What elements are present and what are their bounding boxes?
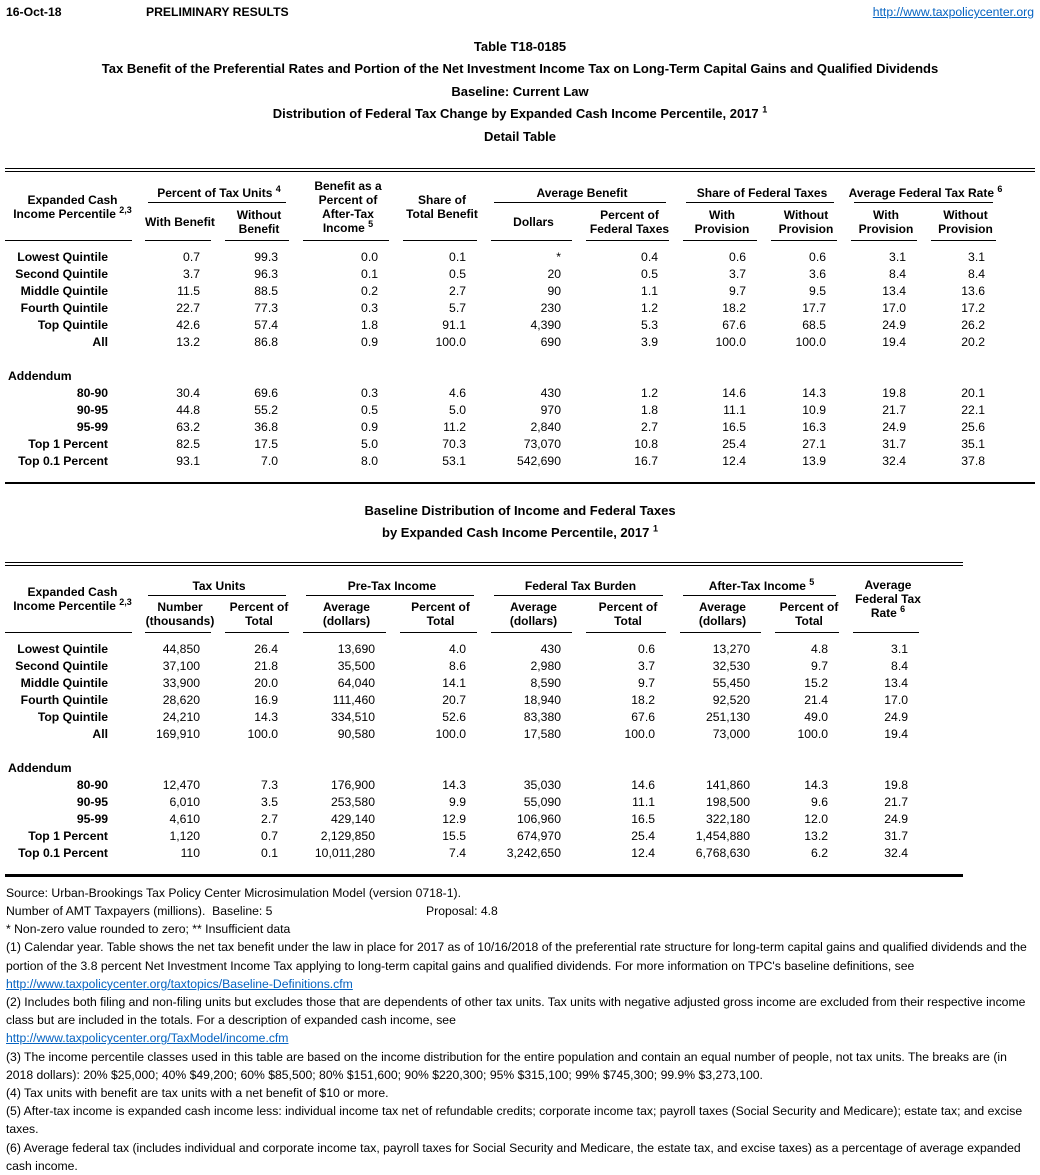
footnote-line: (2) Includes both filing and non-filing units but excludes those that are dependents of other tax units. Tax units with negative adjusted gross income are excluded from their respective income class but are included in the totals. For a description of expanded cash income, see [6, 995, 1026, 1028]
data-cell: 429,140 [330, 811, 375, 826]
data-cell: 5.0 [449, 403, 466, 418]
data-cell: 0.6 [729, 250, 746, 265]
data-cell: 86.8 [254, 335, 278, 350]
data-cell: 24.9 [884, 709, 908, 724]
data-cell: 13,690 [337, 641, 375, 656]
data-cell: 13.4 [884, 675, 908, 690]
data-cell: 13.2 [176, 335, 200, 350]
col-header-percent-of-total-pretax: Percent of Total [395, 596, 486, 633]
data-cell: 13.9 [802, 454, 826, 469]
data-cell: 99.3 [254, 250, 278, 265]
data-cell: 27.1 [802, 437, 826, 452]
data-cell: 322,180 [705, 811, 750, 826]
row-label: 95-99 [76, 811, 108, 826]
data-cell: 21.8 [254, 658, 278, 673]
data-cell: 12.4 [722, 454, 746, 469]
data-cell: 12.4 [631, 845, 655, 860]
data-cell: 57.4 [254, 318, 278, 333]
data-cell: 31.7 [884, 828, 908, 843]
data-cell: 2.7 [641, 420, 658, 435]
data-cell: 0.6 [638, 641, 655, 656]
section-label: Addendum [8, 369, 72, 384]
data-cell: 21.7 [884, 794, 908, 809]
data-cell: 26.2 [961, 318, 985, 333]
data-cell: 88.5 [254, 284, 278, 299]
data-cell: 33,900 [162, 675, 200, 690]
table-number: Table T18-0185 [473, 39, 567, 54]
data-cell: 110 [180, 845, 200, 860]
data-cell: 82.5 [176, 437, 200, 452]
data-cell: 1.2 [641, 301, 658, 316]
data-cell: 1,454,880 [695, 828, 750, 843]
section-label: Addendum [8, 760, 72, 775]
data-cell: 12.0 [804, 811, 828, 826]
data-cell: 90,580 [337, 726, 375, 741]
data-cell: 26.4 [254, 641, 278, 656]
baseline-table-body [5, 633, 963, 874]
row-label: 90-95 [76, 403, 108, 418]
col-header-share-of-total-benefit: Share of Total Benefit [398, 172, 486, 241]
col-group-pretax-income: Pre-Tax Income [298, 566, 486, 596]
data-cell: 970 [540, 403, 561, 418]
data-cell: 16.5 [722, 420, 746, 435]
data-cell: 25.4 [631, 828, 655, 843]
col-header-with-benefit: With Benefit [140, 203, 220, 241]
data-cell: 22.1 [961, 403, 985, 418]
data-cell: 1.1 [641, 284, 658, 299]
data-cell: 24.9 [882, 420, 906, 435]
data-cell: 16.9 [254, 692, 278, 707]
data-cell: 430 [540, 641, 561, 656]
data-cell: 11.1 [723, 403, 746, 418]
tax-change-table-body [5, 241, 1035, 482]
row-label: Fourth Quintile [20, 692, 108, 707]
footnote-line [6, 1029, 1034, 1047]
data-cell: 35.1 [961, 437, 985, 452]
col-group-share-of-federal-taxes: Share of Federal Taxes [678, 172, 846, 203]
data-cell: 1,120 [169, 828, 200, 843]
data-cell: 2,840 [530, 420, 561, 435]
footnote-link[interactable]: http://www.taxpolicycenter.org/taxtopics/Baseline-Definitions.cfm [6, 976, 353, 991]
footnote-line: Source: Urban-Brookings Tax Policy Center Microsimulation Model (version 0718-1). [6, 885, 461, 900]
data-cell: 14.3 [802, 386, 826, 401]
data-cell: 6,010 [169, 794, 200, 809]
data-cell: 8.4 [891, 658, 908, 673]
data-cell: 169,910 [155, 726, 200, 741]
data-cell: 0.3 [361, 301, 378, 316]
data-cell: 77.3 [254, 301, 278, 316]
data-cell: 20 [547, 267, 561, 282]
data-cell: 37.8 [961, 454, 985, 469]
data-cell: 35,030 [523, 777, 561, 792]
data-cell: 100.0 [435, 726, 466, 741]
data-cell: 31.7 [882, 437, 906, 452]
footnote-line: (6) Average federal tax (includes individual and corporate income tax, payroll taxes for Social Security and Medicare, the estate tax, and excise taxes) as a percentage of average expanded cash income. [6, 1140, 1021, 1173]
data-cell: 17.7 [802, 301, 826, 316]
tax-change-table [5, 168, 1035, 484]
data-cell: 73,070 [523, 437, 561, 452]
col-header-percent-of-federal-taxes: Percent of Federal Taxes [581, 203, 678, 241]
data-cell: * [556, 250, 561, 265]
row-label: Second Quintile [15, 267, 108, 282]
col-header-with-provision-rate: With Provision [846, 203, 926, 241]
data-cell: 690 [540, 335, 561, 350]
data-cell: 100.0 [795, 335, 826, 350]
data-cell: 67.6 [722, 318, 746, 333]
data-cell: 69.6 [254, 386, 278, 401]
data-cell: 4,610 [169, 811, 200, 826]
col-header-percentile: Expanded Cash Income Percentile $^{2,3}$ [5, 172, 140, 241]
baseline-table-header [5, 566, 963, 633]
data-cell: 13.6 [961, 284, 985, 299]
row-label: 95-99 [76, 420, 108, 435]
data-cell: 0.7 [183, 250, 200, 265]
data-cell: 17.0 [882, 301, 906, 316]
data-cell: 253,580 [330, 794, 375, 809]
data-cell: 3.1 [968, 250, 985, 265]
data-cell: 0.0 [361, 250, 378, 265]
data-cell: 176,900 [330, 777, 375, 792]
col-header-percentile-2: Expanded Cash Income Percentile $^{2,3}$ [5, 566, 140, 633]
col-header-with-provision-share: With Provision [678, 203, 766, 241]
footnote-line: (3) The income percentile classes used in this table are based on the income distribution for the entire population and contain an equal number of people, not tax units. The breaks are (in 2018 dollars): 20% $25,000; 40% $49,200; 60% $85,500; 80% $151,600; 90% $220,300; 95% $315,100; 99% $745,300; 99.9% $3,273,100. [6, 1049, 1007, 1082]
baseline-table-title-line2: by Expanded Cash Income Percentile, 2017 $^1$ [382, 524, 658, 541]
data-cell: 3.5 [261, 794, 278, 809]
col-header-average-burden: Average (dollars) [486, 596, 581, 633]
data-cell: 1.2 [641, 386, 658, 401]
data-cell: 6.2 [811, 845, 828, 860]
data-cell: 7.0 [261, 454, 278, 469]
data-cell: 100.0 [624, 726, 655, 741]
data-cell: 92,520 [712, 692, 750, 707]
data-cell: 18,940 [523, 692, 561, 707]
detail-table-label: Detail Table [483, 128, 556, 144]
data-cell: 15.5 [442, 828, 466, 843]
row-label: All [92, 335, 108, 350]
data-cell: 2,129,850 [320, 828, 375, 843]
data-cell: 0.3 [361, 386, 378, 401]
data-cell: 17.2 [961, 301, 985, 316]
data-cell: 91.1 [442, 318, 466, 333]
baseline-subtitle: Baseline: Current Law [451, 83, 589, 99]
data-cell: 100.0 [247, 726, 278, 741]
row-label: All [92, 726, 108, 741]
data-cell: 32,530 [712, 658, 750, 673]
data-cell: 0.6 [809, 250, 826, 265]
baseline-table-title [0, 500, 1040, 545]
footnote-line [6, 902, 1034, 920]
data-cell: 0.1 [361, 267, 378, 282]
data-cell: 19.4 [882, 335, 906, 350]
data-cell: 96.3 [254, 267, 278, 282]
data-cell: 230 [540, 301, 561, 316]
data-cell: 93.1 [176, 454, 200, 469]
data-cell: 1.8 [361, 318, 378, 333]
footnote-link[interactable]: http://www.taxpolicycenter.org/TaxModel/income.cfm [6, 1031, 289, 1046]
footnote-line [6, 975, 1034, 993]
data-cell: 83,380 [523, 709, 561, 724]
data-cell: 14.6 [631, 777, 655, 792]
data-cell: 17.0 [884, 692, 908, 707]
data-cell: 4,390 [530, 318, 561, 333]
data-cell: 9.9 [449, 794, 466, 809]
data-cell: 0.4 [641, 250, 658, 265]
row-label: Top 1 Percent [28, 437, 108, 452]
col-header-without-provision-share: Without Provision [766, 203, 846, 241]
tax-change-table-header [5, 172, 1035, 241]
title-block [0, 36, 1040, 148]
data-cell: 0.7 [261, 828, 278, 843]
data-cell: 68.5 [802, 318, 826, 333]
row-label: Top 1 Percent [28, 828, 108, 843]
data-cell: 18.2 [722, 301, 746, 316]
col-group-tax-units: Tax Units [140, 566, 298, 596]
footnote-line: (5) After-tax income is expanded cash income less: individual income tax net of refundable credits; corporate income tax; payroll taxes (Social Security and Medicare); estate tax; and excise taxes. [6, 1104, 1023, 1137]
data-cell: 11.2 [443, 420, 466, 435]
data-cell: 16.3 [802, 420, 826, 435]
data-cell: 19.8 [884, 777, 908, 792]
data-cell: 24.9 [882, 318, 906, 333]
data-cell: 0.9 [361, 335, 378, 350]
data-cell: 13.2 [804, 828, 828, 843]
data-cell: 542,690 [516, 454, 561, 469]
spacer-row [5, 743, 928, 760]
data-cell: 53.1 [442, 454, 466, 469]
col-group-federal-tax-burden: Federal Tax Burden [486, 566, 675, 596]
data-cell: 8.4 [889, 267, 906, 282]
col-group-average-federal-tax-rate: Average Federal Tax Rate $^6$ [846, 172, 1005, 203]
data-cell: 9.6 [811, 794, 828, 809]
data-cell: 25.6 [961, 420, 985, 435]
data-cell: 141,860 [705, 777, 750, 792]
row-label: 80-90 [76, 386, 108, 401]
data-cell: 52.6 [442, 709, 466, 724]
data-cell: 16.7 [634, 454, 658, 469]
footnotes [0, 877, 1040, 1175]
data-cell: 0.1 [261, 845, 278, 860]
data-cell: 17.5 [254, 437, 278, 452]
data-cell: 5.0 [361, 437, 378, 452]
data-cell: 11.1 [632, 794, 655, 809]
col-header-dollars: Dollars [486, 203, 581, 241]
data-cell: 334,510 [330, 709, 375, 724]
baseline-table-title-line1: Baseline Distribution of Income and Federal Taxes [364, 503, 676, 519]
data-cell: 106,960 [516, 811, 561, 826]
footnote-line: (4) Tax units with benefit are tax units with a net benefit of $10 or more. [6, 1086, 389, 1101]
row-label: Top Quintile [37, 318, 108, 333]
data-cell: 55.2 [254, 403, 278, 418]
row-label: Middle Quintile [20, 675, 108, 690]
baseline-distribution-table [5, 562, 963, 877]
row-label: Fourth Quintile [20, 301, 108, 316]
data-cell: 8.4 [968, 267, 985, 282]
data-cell: 9.7 [729, 284, 746, 299]
col-group-percent-of-tax-units: Percent of Tax Units $^4$ [140, 172, 298, 203]
data-cell: 49.0 [804, 709, 828, 724]
data-cell: 0.9 [361, 420, 378, 435]
data-cell: 3.7 [729, 267, 746, 282]
row-label: Top Quintile [37, 709, 108, 724]
data-cell: 7.3 [261, 777, 278, 792]
data-cell: 3.6 [809, 267, 826, 282]
row-label: Lowest Quintile [17, 641, 108, 656]
data-cell: 35,500 [337, 658, 375, 673]
col-header-without-benefit: Without Benefit [220, 203, 298, 241]
data-cell: 32.4 [882, 454, 906, 469]
data-cell: 8.0 [361, 454, 378, 469]
data-cell: 0.5 [361, 403, 378, 418]
data-cell: 15.2 [804, 675, 828, 690]
data-cell: 4.8 [811, 641, 828, 656]
data-cell: 13,270 [712, 641, 750, 656]
amt-proposal-label: Proposal: 4.8 [426, 904, 498, 919]
data-cell: 3.7 [638, 658, 655, 673]
data-cell: 3.7 [183, 267, 200, 282]
data-cell: 430 [540, 386, 561, 401]
col-header-without-provision-rate: Without Provision [926, 203, 1005, 241]
data-cell: 14.3 [804, 777, 828, 792]
data-cell: 20.2 [961, 335, 985, 350]
data-cell: 42.6 [176, 318, 200, 333]
spacer-row [5, 351, 1005, 368]
data-cell: 12,470 [162, 777, 200, 792]
data-cell: 3.1 [891, 641, 908, 656]
data-cell: 10.8 [634, 437, 658, 452]
data-cell: 111,460 [332, 692, 375, 707]
data-cell: 18.2 [631, 692, 655, 707]
data-cell: 30.4 [176, 386, 200, 401]
data-cell: 10.9 [802, 403, 826, 418]
col-header-benefit-percent-after-tax-income: Benefit as a Percent of After-Tax Income $^5$ [298, 172, 398, 241]
main-title: Tax Benefit of the Preferential Rates and Portion of the Net Investment Income Tax on Long-Term Capital Gains and Qualified Dividends [101, 61, 939, 77]
data-cell: 13.4 [882, 284, 906, 299]
row-label: 80-90 [76, 777, 108, 792]
data-cell: 0.2 [361, 284, 378, 299]
data-cell: 20.7 [442, 692, 466, 707]
data-cell: 28,620 [162, 692, 200, 707]
data-cell: 20.0 [254, 675, 278, 690]
data-cell: 100.0 [435, 335, 466, 350]
data-cell: 14.1 [442, 675, 466, 690]
col-header-percent-of-total-burden: Percent of Total [581, 596, 675, 633]
data-cell: 2.7 [449, 284, 466, 299]
data-cell: 3,242,650 [506, 845, 561, 860]
data-cell: 44,850 [162, 641, 200, 656]
data-cell: 11.5 [177, 284, 200, 299]
data-cell: 9.7 [811, 658, 828, 673]
data-cell: 36.8 [254, 420, 278, 435]
col-group-average-benefit: Average Benefit [486, 172, 678, 203]
data-cell: 14.6 [722, 386, 746, 401]
data-cell: 1.8 [641, 403, 658, 418]
data-cell: 7.4 [449, 845, 466, 860]
data-cell: 8.6 [449, 658, 466, 673]
col-header-percent-of-total-aftertax: Percent of Total [770, 596, 848, 633]
data-cell: 12.9 [442, 811, 466, 826]
distribution-subtitle: Distribution of Federal Tax Change by Expanded Cash Income Percentile, 2017 $^1$ [272, 104, 768, 122]
data-cell: 2.7 [261, 811, 278, 826]
data-cell: 14.3 [254, 709, 278, 724]
data-cell: 55,450 [712, 675, 750, 690]
data-cell: 21.7 [882, 403, 906, 418]
data-cell: 25.4 [722, 437, 746, 452]
col-header-average-pretax: Average (dollars) [298, 596, 395, 633]
row-label: Middle Quintile [20, 284, 108, 299]
data-cell: 3.1 [889, 250, 906, 265]
preliminary-results-label: PRELIMINARY RESULTS [146, 5, 289, 19]
row-label: Second Quintile [15, 658, 108, 673]
data-cell: 4.6 [449, 386, 466, 401]
data-cell: 4.0 [449, 641, 466, 656]
data-cell: 70.3 [442, 437, 466, 452]
data-cell: 73,000 [712, 726, 750, 741]
data-cell: 37,100 [162, 658, 200, 673]
data-cell: 674,970 [516, 828, 561, 843]
col-group-after-tax-income: After-Tax Income $^5$ [675, 566, 848, 596]
data-cell: 3.9 [641, 335, 658, 350]
col-header-average-aftertax: Average (dollars) [675, 596, 770, 633]
data-cell: 100.0 [715, 335, 746, 350]
data-cell: 19.4 [884, 726, 908, 741]
data-cell: 90 [547, 284, 561, 299]
data-cell: 0.5 [641, 267, 658, 282]
data-cell: 21.4 [804, 692, 828, 707]
data-cell: 20.1 [961, 386, 985, 401]
data-cell: 100.0 [797, 726, 828, 741]
data-cell: 32.4 [884, 845, 908, 860]
date-label: 16-Oct-18 [6, 5, 62, 19]
row-label: Top 0.1 Percent [18, 454, 108, 469]
data-cell: 55,090 [523, 794, 561, 809]
data-cell: 6,768,630 [695, 845, 750, 860]
taxpolicycenter-link[interactable]: http://www.taxpolicycenter.org [872, 5, 1034, 19]
col-header-average-federal-tax-rate: Average Federal Tax Rate $^6$ [848, 566, 928, 633]
data-cell: 10,011,280 [314, 845, 375, 860]
data-cell: 5.7 [449, 301, 466, 316]
row-label: 90-95 [76, 794, 108, 809]
data-cell: 14.3 [442, 777, 466, 792]
data-cell: 8,590 [530, 675, 561, 690]
data-cell: 63.2 [176, 420, 200, 435]
row-label: Top 0.1 Percent [18, 845, 108, 860]
topbar [0, 0, 1040, 19]
amt-baseline-label: Number of AMT Taxpayers (millions). Baseline: 5 [6, 904, 273, 919]
data-cell: 16.5 [631, 811, 655, 826]
data-cell: 24,210 [162, 709, 200, 724]
data-cell: 64,040 [337, 675, 375, 690]
data-cell: 0.5 [449, 267, 466, 282]
data-cell: 67.6 [631, 709, 655, 724]
data-cell: 44.8 [176, 403, 200, 418]
data-cell: 198,500 [705, 794, 750, 809]
col-header-number-thousands: Number (thousands) [140, 596, 220, 633]
data-cell: 0.1 [449, 250, 466, 265]
footnote-line: * Non-zero value rounded to zero; ** Insufficient data [6, 922, 291, 937]
data-cell: 9.7 [638, 675, 655, 690]
data-cell: 2,980 [530, 658, 561, 673]
row-label: Lowest Quintile [17, 250, 108, 265]
data-cell: 251,130 [705, 709, 750, 724]
footnote-line: (1) Calendar year. Table shows the net tax benefit under the law in place for 2017 as of 10/16/2018 of the preferential rate structure for long-term capital gains and qualified dividends and the portion of the 3.8 percent Net Investment Income Tax applying to long-term capital gains and qualified dividends. For more information on TPC's baseline definitions, see [6, 940, 1027, 973]
data-cell: 24.9 [884, 811, 908, 826]
data-cell: 9.5 [809, 284, 826, 299]
col-header-percent-of-total-units: Percent of Total [220, 596, 298, 633]
data-cell: 22.7 [176, 301, 200, 316]
data-cell: 17,580 [523, 726, 561, 741]
data-cell: 5.3 [641, 318, 658, 333]
data-cell: 19.8 [882, 386, 906, 401]
